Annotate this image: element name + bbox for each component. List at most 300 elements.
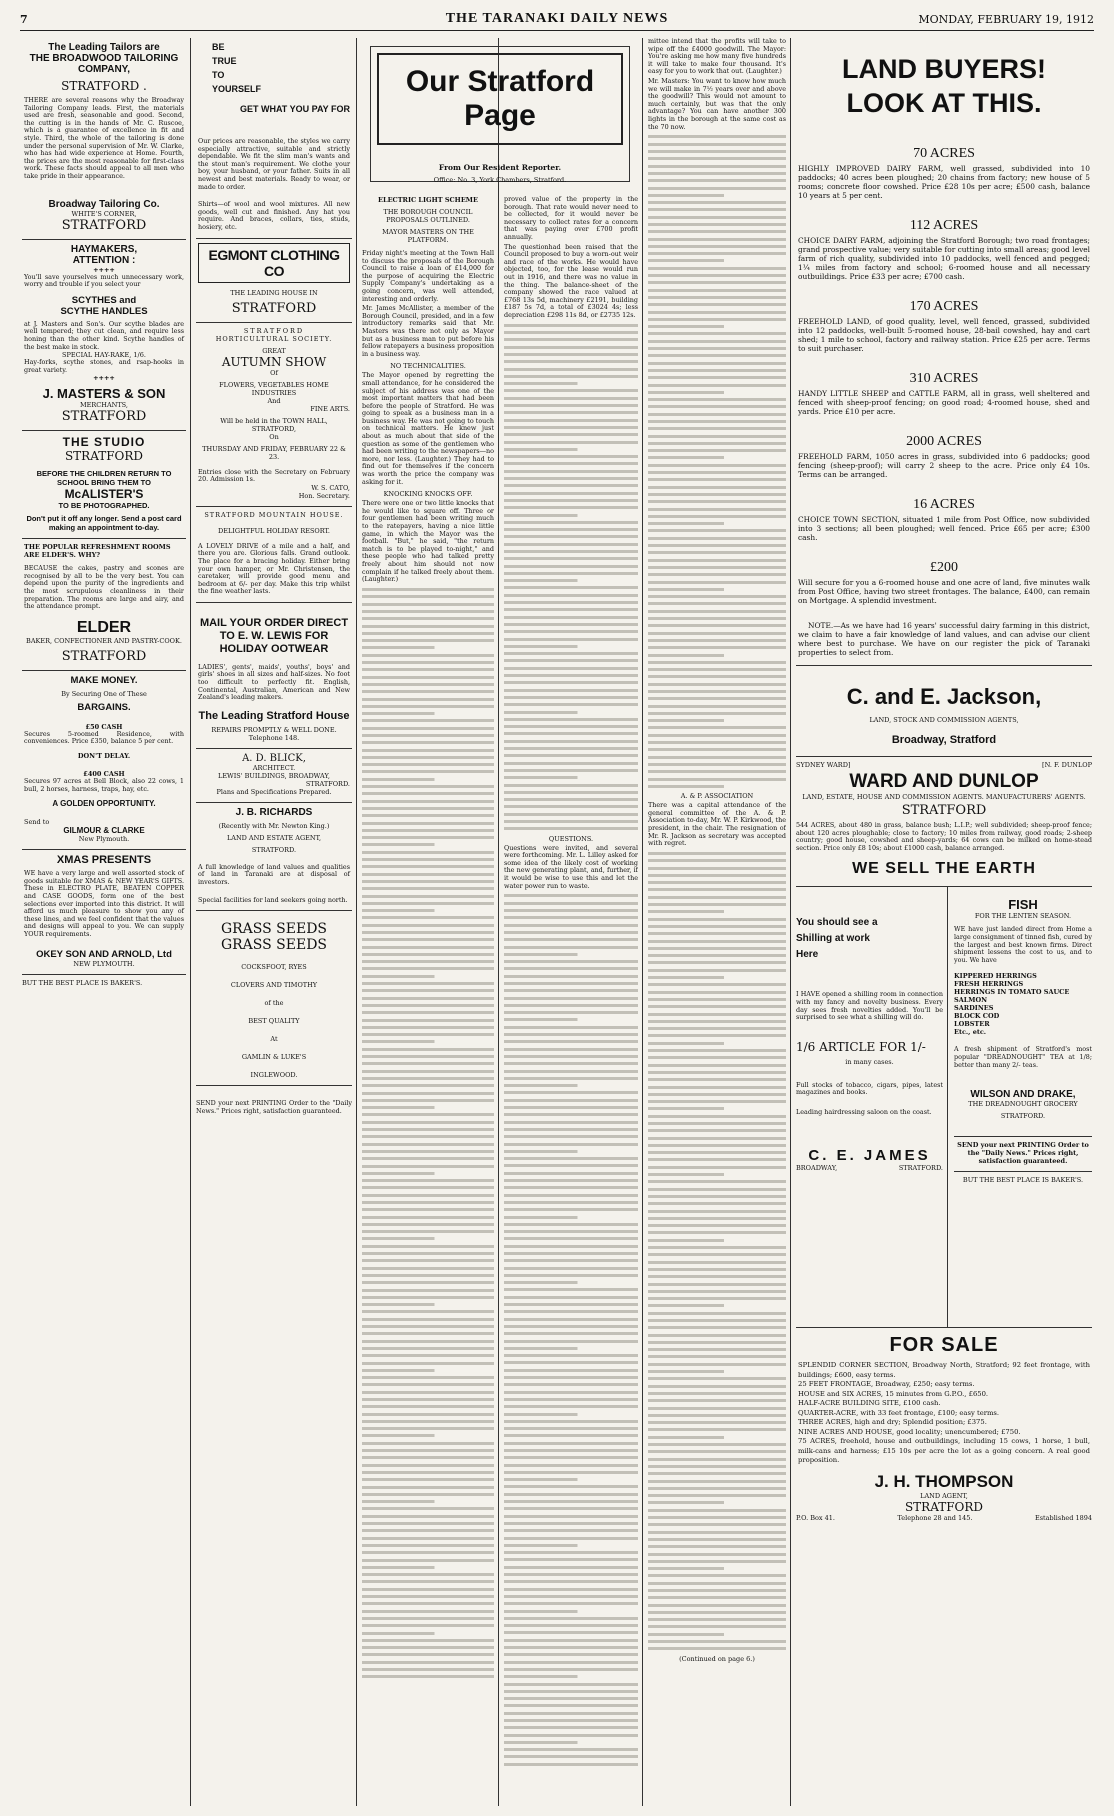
print-line	[504, 902, 638, 905]
ad-body: A full knowledge of land values and qualities of land in Taranaki are at disposal of investors.	[198, 862, 350, 887]
print-line	[362, 1478, 494, 1481]
print-line	[362, 887, 494, 890]
print-line	[648, 259, 786, 262]
ad-headline: MAKE MONEY.	[70, 674, 138, 686]
print-line	[504, 894, 638, 897]
print-line	[362, 676, 494, 679]
print-line	[362, 1216, 494, 1219]
print-line	[362, 1369, 494, 1372]
print-line	[504, 1748, 638, 1751]
listing-acres: £200	[930, 560, 958, 575]
ad-body: BEFORE THE CHILDREN RETURN TO SCHOOL BRING THEM TO	[36, 469, 172, 488]
ad-body: WE have just landed direct from Home a large consignment of tinned fish, cured by the largest and best known firms. Direct shipment lessens the cost to us, and to you. We have	[954, 925, 1092, 964]
print-line	[648, 165, 786, 168]
print-line	[648, 486, 786, 489]
print-line	[648, 1326, 786, 1329]
ad-town: STRATFORD	[61, 409, 147, 425]
print-line	[648, 384, 786, 387]
land-listings	[796, 146, 1092, 605]
print-line	[504, 689, 638, 692]
print-line	[362, 1245, 494, 1248]
egmont-ad	[196, 239, 352, 323]
print-line	[362, 1325, 494, 1328]
ad-body: WE have a very large and well assorted stock of goods suitable for XMAS & NEW YEAR'S GIFTS. These in ELECTRO PLATE, BEATEN COPPER and CASE GOODS, form one of the best selections ever imported into this district. It will afford us much pleasure to show you any of these lines, and we feel confident that the values and designs will appeal to you. We can supply YOUR requirements.	[24, 869, 184, 938]
print-line	[648, 748, 786, 751]
print-line	[648, 1188, 786, 1191]
print-line	[504, 1135, 638, 1138]
print-line	[504, 514, 638, 517]
print-line	[362, 1559, 494, 1562]
ad-headline: AUTUMN SHOW	[221, 354, 327, 369]
article-paragraph: The Mayor opened by regretting the small attendance, for he considered the subject of his address was one of the most important matters that had been before the people of Stratford. He was going to speak as a business man in a business way. He was not going to touch on technical matters. He knew just about as much about that side of the question as some of the gentlemen who had been writing to the newspapers—no more, nor less. (Laughter.) They had to find out for themselves if the concern was worth the price the company was asking for it.	[362, 371, 494, 486]
print-line	[504, 931, 638, 934]
print-line	[504, 1420, 638, 1423]
print-line	[362, 668, 494, 671]
print-line	[362, 1639, 494, 1642]
print-line	[504, 1544, 638, 1547]
print-line	[504, 1208, 638, 1211]
printing-note: SEND your next PRINTING Order to the "Daily News." Prices right, satisfaction guaranteed.	[954, 1136, 1092, 1165]
ad-body: LADIES', gents', maids', youths', boys' and girls' shoes in all sizes and half-sizes. No foot too difficult to perfectly fit. English, Continental, Australian, American and New Zealand's leading makers.	[198, 662, 350, 702]
print-line	[648, 1392, 786, 1395]
print-line	[362, 1398, 494, 1401]
sale-items	[796, 1361, 1092, 1466]
print-line	[648, 1180, 786, 1183]
print-line	[648, 918, 786, 921]
print-line	[504, 1485, 638, 1488]
print-line	[504, 1522, 638, 1525]
print-line	[648, 654, 786, 657]
ad-name: GILMOUR & CLARKE	[63, 826, 145, 836]
ad-headline: A GOLDEN OPPORTUNITY.	[52, 799, 156, 809]
print-line	[648, 1005, 786, 1008]
print-line	[362, 1252, 494, 1255]
print-line	[648, 1501, 786, 1504]
listing-acres: 112 ACRES	[909, 218, 979, 233]
print-line	[504, 711, 638, 714]
print-line	[362, 1610, 494, 1613]
reporter-line: From Our Resident Reporter.	[438, 163, 562, 172]
print-line	[504, 997, 638, 1000]
print-line	[504, 616, 638, 619]
print-line	[504, 324, 638, 327]
print-line	[362, 1522, 494, 1525]
print-line	[504, 1033, 638, 1036]
ad-trade: LAND AND ESTATE AGENT,	[226, 833, 322, 842]
print-line	[648, 646, 786, 649]
print-line	[648, 267, 786, 270]
print-line	[362, 1310, 494, 1313]
ad-body: Plans and Specifications Prepared.	[216, 787, 332, 796]
print-line	[362, 1128, 494, 1131]
print-line	[648, 391, 786, 394]
ad-headline: HAYMAKERS,	[70, 243, 138, 255]
ad-town: STRATFORD	[231, 300, 317, 316]
fish-item: HERRINGS IN TOMATO SAUCE	[954, 988, 1070, 997]
ad-town: STRATFORD	[901, 803, 987, 818]
sale-item: 75 ACRES, freehold, house and outbuildings, including 15 cows, 1 horse, 1 bull, milk-cans and harness; £15 10s per acre the lot as a going concern. A real good proposition.	[798, 1437, 1090, 1465]
wilson-drake-ad	[948, 887, 1092, 1327]
article-crosshead: QUESTIONS.	[548, 834, 594, 843]
print-line	[362, 1201, 494, 1204]
print-line	[648, 573, 786, 576]
print-line	[504, 946, 638, 949]
print-line	[648, 726, 786, 729]
print-line	[504, 1449, 638, 1452]
print-line	[648, 903, 786, 906]
fish-item: KIPPERED HERRINGS	[954, 972, 1037, 981]
print-line	[648, 1385, 786, 1388]
print-line	[504, 1303, 638, 1306]
ad-name: J. B. RICHARDS	[235, 806, 313, 818]
print-line	[504, 1237, 638, 1240]
print-line	[504, 1194, 638, 1197]
print-line	[648, 332, 786, 335]
print-line	[648, 1458, 786, 1461]
print-line	[362, 654, 494, 657]
print-line	[504, 754, 638, 757]
ad-headline: GRASS SEEDS	[220, 921, 328, 938]
print-line	[504, 982, 638, 985]
print-line	[504, 1004, 638, 1007]
print-line	[504, 1347, 638, 1350]
print-line	[504, 1376, 638, 1379]
ad-headline: STRATFORD MOUNTAIN HOUSE.	[204, 510, 344, 519]
ad-body: By Securing One of These	[61, 689, 147, 698]
column-6	[796, 38, 1092, 1806]
print-line	[648, 881, 786, 884]
print-line	[648, 1312, 786, 1315]
article-paragraph: Mr. James McAllister, a member of the Borough Council, presided, and in a few introductory remarks said that Mr. Masters was there not only as Mayor but as a business man to put before his fellow ratepayers a business proposition in a business way.	[362, 304, 494, 358]
print-line	[362, 924, 494, 927]
print-line	[648, 1151, 786, 1154]
print-line	[362, 1434, 494, 1437]
print-line	[362, 953, 494, 956]
print-line	[504, 1048, 638, 1051]
print-line	[362, 1040, 494, 1043]
print-line	[362, 1456, 494, 1459]
print-line	[648, 289, 786, 292]
print-line	[362, 1267, 494, 1270]
mountain-house-ad	[196, 507, 352, 603]
print-line	[362, 1413, 494, 1416]
print-line	[504, 791, 638, 794]
print-line	[362, 1099, 494, 1102]
print-line	[504, 586, 638, 589]
print-line	[648, 274, 786, 277]
print-line	[648, 508, 786, 511]
ad-body: of the	[264, 999, 284, 1008]
print-line	[362, 1179, 494, 1182]
print-line	[504, 1668, 638, 1671]
print-line	[362, 595, 494, 598]
print-line	[362, 1172, 494, 1175]
print-line	[504, 762, 638, 765]
print-line	[362, 909, 494, 912]
print-line	[648, 852, 786, 855]
print-line	[362, 1464, 494, 1467]
column-rule	[356, 38, 357, 1806]
print-line	[504, 1734, 638, 1737]
article-continuation	[504, 324, 638, 830]
page-number: 7	[20, 12, 28, 26]
okey-ad	[22, 850, 186, 974]
ad-town: STRATFORD	[64, 449, 144, 464]
print-line	[504, 1573, 638, 1576]
partner-name: SYDNEY WARD]	[796, 761, 851, 769]
print-line	[648, 1122, 786, 1125]
ad-slogan: WE SELL THE EARTH	[852, 860, 1036, 878]
print-line	[648, 1472, 786, 1475]
print-line	[504, 1296, 638, 1299]
print-line	[362, 814, 494, 817]
print-line	[362, 880, 494, 883]
ad-town: STRATFORD	[61, 648, 147, 664]
fish-item: SALMON	[954, 996, 988, 1005]
print-line	[362, 938, 494, 941]
print-line	[362, 792, 494, 795]
bakers-note: BUT THE BEST PLACE IS BAKER'S.	[954, 1171, 1092, 1184]
print-line	[504, 368, 638, 371]
print-line	[362, 1391, 494, 1394]
article-paragraph: proved value of the property in the borough. That rate would never need to be collected, for it would never be necessary to collect rates for a concern that was paying over £700 profit annually.	[504, 196, 638, 241]
print-line	[362, 1646, 494, 1649]
print-line	[648, 1377, 786, 1380]
ad-sub: FOR THE LENTEN SEASON.	[974, 912, 1072, 921]
office-line: Office: No. 3, York Chambers, Stratford.	[433, 176, 567, 184]
print-line	[648, 1443, 786, 1446]
print-line	[648, 925, 786, 928]
print-line	[648, 1283, 786, 1286]
print-line	[648, 318, 786, 321]
print-line	[648, 216, 786, 219]
print-line	[362, 1376, 494, 1379]
print-line	[504, 1288, 638, 1291]
print-line	[504, 382, 638, 385]
ad-town: STRATFORD.	[251, 845, 297, 854]
print-line	[362, 778, 494, 781]
ad-lead: THE POPULAR REFRESHMENT ROOMS ARE ELDER'S. WHY?	[24, 543, 171, 560]
print-line	[648, 1078, 786, 1081]
print-line	[362, 610, 494, 613]
print-line	[648, 1042, 786, 1045]
print-line	[362, 1500, 494, 1503]
ad-headline: FOR SALE	[889, 1334, 999, 1357]
ad-product: SCYTHES and	[71, 294, 137, 306]
ad-body: Don't put it off any longer. Send a post card making an appointment to-day.	[26, 514, 182, 533]
print-line	[362, 902, 494, 905]
print-line	[362, 1121, 494, 1124]
listing-text: CHOICE TOWN SECTION, situated 1 mile from Post Office, now subdivided into 3 sections; all been ploughed; well fenced. Price £65 per acre; £300 cash.	[798, 515, 1090, 542]
print-line	[504, 579, 638, 582]
print-line	[362, 1289, 494, 1292]
print-line	[504, 909, 638, 912]
print-line	[648, 1020, 786, 1023]
ad-headline: ATTENTION :	[72, 254, 136, 266]
print-line	[362, 1449, 494, 1452]
ad-body: FLOWERS, VEGETABLES HOME INDUSTRIES	[219, 380, 329, 397]
print-line	[504, 594, 638, 597]
print-line	[504, 667, 638, 670]
james-ad	[796, 887, 948, 1327]
print-line	[504, 1471, 638, 1474]
print-line	[362, 982, 494, 985]
print-line	[648, 888, 786, 891]
print-line	[362, 625, 494, 628]
ornament: ++++	[93, 265, 115, 274]
print-line	[648, 1268, 786, 1271]
column-rule	[790, 38, 791, 1806]
print-line	[362, 1237, 494, 1240]
ad-headline: You should see a	[796, 917, 878, 929]
print-line	[362, 1442, 494, 1445]
print-line	[362, 1113, 494, 1116]
print-line	[504, 1150, 638, 1153]
print-line	[504, 1624, 638, 1627]
print-line	[648, 238, 786, 241]
print-line	[648, 1625, 786, 1628]
print-line	[504, 338, 638, 341]
print-line	[504, 1537, 638, 1540]
print-line	[648, 405, 786, 408]
print-line	[504, 967, 638, 970]
ad-phone: Telephone 28 and 145.	[897, 1513, 973, 1522]
ad-body: (Recently with Mr. Newton King.)	[218, 821, 330, 830]
print-line	[504, 1062, 638, 1065]
article-paragraph: There was a capital attendance of the general committee of the A. & P. Association to-day, Mr. W. P. Kirkwood, the president, in the chair. The resignation of Mr. R. Jackson as secretary was accepted with regret.	[648, 801, 786, 848]
print-line	[648, 632, 786, 635]
print-line	[362, 1632, 494, 1635]
land-buyers-ad	[796, 38, 1092, 666]
ad-body: 544 ACRES, about 480 in grass, balance bush; L.I.P.; well subdivided; sheep-proof fence; about 120 acres ploughable; close to factory; 10 miles from railway, good roads; 2-sheep country; good house, cowshed and sheep-yards; 64 cows can be milked on home-stead section. Price only £8 10s; about £1000 cash, balance arranged.	[796, 821, 1092, 852]
ad-headline: Shilling at work	[796, 933, 870, 945]
print-line	[504, 718, 638, 721]
print-line	[362, 1383, 494, 1386]
print-line	[648, 770, 786, 773]
column-2	[196, 38, 352, 1806]
print-line	[362, 1515, 494, 1518]
print-line	[504, 1325, 638, 1328]
ad-date: THURSDAY AND FRIDAY, FEBRUARY 22 & 23.	[202, 444, 346, 461]
print-line	[648, 1487, 786, 1490]
ad-headline: MAIL YOUR ORDER DIRECT TO E. W. LEWIS FOR HOLIDAY OOTWEAR	[199, 616, 349, 655]
print-line	[362, 1544, 494, 1547]
column-rule	[498, 38, 499, 1806]
print-line	[504, 1011, 638, 1014]
print-line	[362, 1566, 494, 1569]
ad-headline: DON'T DELAY.	[77, 752, 131, 761]
print-line	[504, 813, 638, 816]
ad-headline: THE STUDIO	[62, 435, 146, 450]
ad-body: FINE ARTS.	[310, 404, 350, 413]
print-line	[504, 784, 638, 787]
print-line	[648, 464, 786, 467]
ad-body: Full stocks of tobacco, cigars, pipes, latest magazines and books.	[796, 1080, 943, 1097]
ad-town: STRATFORD .	[61, 79, 147, 93]
print-line	[648, 1093, 786, 1096]
print-line	[362, 1653, 494, 1656]
print-line	[648, 1647, 786, 1650]
print-line	[362, 997, 494, 1000]
print-line	[648, 1275, 786, 1278]
print-line	[648, 1290, 786, 1293]
ad-body: You'll save yourselves much unnecessary work, worry and trouble if you select your	[24, 272, 184, 289]
print-line	[504, 732, 638, 735]
print-line	[362, 1033, 494, 1036]
ad-name: C. and E. Jackson,	[846, 684, 1042, 709]
print-line	[504, 1507, 638, 1510]
print-line	[504, 565, 638, 568]
ad-headline: BARGAINS.	[77, 701, 131, 713]
print-line	[362, 1296, 494, 1299]
ad-body: Leading hairdressing saloon on the coast.	[796, 1107, 932, 1116]
print-line	[504, 975, 638, 978]
print-line	[362, 1580, 494, 1583]
print-line	[648, 1100, 786, 1103]
print-line	[648, 741, 786, 744]
print-line	[504, 1252, 638, 1255]
ad-special: SPECIAL HAY-RAKE, 1/6.	[62, 351, 146, 360]
print-line	[648, 1633, 786, 1636]
print-line	[648, 1049, 786, 1052]
print-line	[504, 1763, 638, 1766]
print-line	[504, 375, 638, 378]
print-line	[648, 1210, 786, 1213]
ad-headline: LOOK AT THIS.	[846, 88, 1042, 118]
listing-text: HIGHLY IMPROVED DAIRY FARM, well grassed, subdivided into 10 paddocks; 40 acres been ploughed; 20 chains from factory; new house of 5 rooms; concrete floor cowshed. Price £28 10s per acre; £500 cash, balance 10 years at 5 per cent.	[798, 164, 1090, 200]
print-line	[362, 749, 494, 752]
ad-body: Secures 97 acres at Bell Block, also 22 cows, 1 bull, 2 horses, harness, traps, hay, etc.	[24, 777, 184, 793]
print-line	[648, 1261, 786, 1264]
print-line	[504, 331, 638, 334]
sale-item: QUARTER-ACRE, with 33 feet frontage, £100; easy terms.	[798, 1408, 1000, 1417]
print-line	[504, 1157, 638, 1160]
print-line	[504, 1113, 638, 1116]
print-line	[504, 506, 638, 509]
print-line	[504, 1091, 638, 1094]
page-date: MONDAY, FEBRUARY 19, 1912	[918, 12, 1094, 26]
print-line	[648, 624, 786, 627]
article-heading: ELECTRIC LIGHT SCHEME	[378, 196, 478, 204]
print-line	[504, 924, 638, 927]
print-line	[504, 1500, 638, 1503]
ad-headline: YOURSELF	[212, 84, 262, 94]
ad-headline: STRATFORD	[243, 326, 305, 335]
print-line	[504, 1683, 638, 1686]
print-line	[504, 1602, 638, 1605]
ad-trade: LAND AGENT,	[920, 1491, 968, 1500]
print-line	[362, 829, 494, 832]
print-line	[648, 413, 786, 416]
print-line	[504, 389, 638, 392]
print-line	[362, 727, 494, 730]
print-line	[362, 1303, 494, 1306]
print-line	[504, 433, 638, 436]
ad-body: Hay-forks, scythe stones, and rsap-hooks in great variety.	[24, 358, 184, 374]
print-line	[648, 230, 786, 233]
gamlin-ad	[196, 911, 352, 1086]
fish-item: LOBSTER	[954, 1020, 990, 1029]
print-line	[362, 1223, 494, 1226]
print-line	[648, 1604, 786, 1607]
print-line	[648, 1071, 786, 1074]
print-line	[648, 1574, 786, 1577]
print-line	[504, 1018, 638, 1021]
print-line	[504, 543, 638, 546]
print-line	[648, 1523, 786, 1526]
print-line	[648, 617, 786, 620]
print-line	[648, 1516, 786, 1519]
